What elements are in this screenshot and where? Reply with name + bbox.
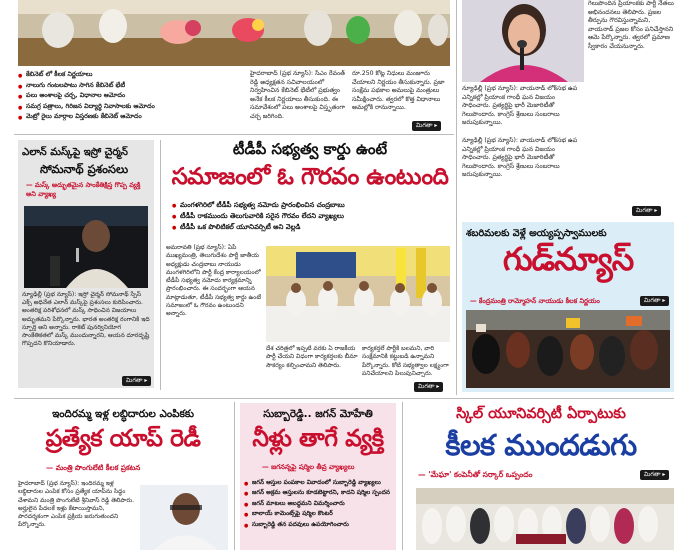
priyanka-photo — [462, 0, 584, 82]
priyanka-body-col3 — [462, 137, 584, 209]
skill-headline: కీలక ముందడుగు — [445, 428, 637, 462]
priyanka-body-col1: న్యూఢిల్లీ (ప్రభ న్యూస్): వాయనాడ్ లోక్‌సభ ఉప ఎన్నికల్లో ప్రియాంక గాంధీ ఘన విజయం సాధించారు. ప్రత్యర్థిపై భారీ మెజారిటీతో గెలుపొందారు. కాంగ్రెస్ శ్రేణులు సంబరాలు జరుపుకున్నాయి. — [462, 85, 578, 127]
ayyappa-read-more[interactable]: మిగతా ▸ — [640, 296, 669, 306]
musk-headline-2: సోమనాథ్ ప్రశంసలు — [40, 162, 129, 176]
priyanka-body-col2: గెలుపొందిన ప్రియాంకకు పార్టీ నేతలు అభినందనలు తెలిపారు. ప్రజల తీర్పును గౌరవిస్తున్నామని, వాయనాడ్ ప్రజల కోసం పనిచేస్తానని ఆమె పేర్కొన్నారు. త్వరలో ప్రమాణ స్వీకారం చేయనున్నారు. — [588, 0, 674, 50]
priyanka-body-continued: న్యూఢిల్లీ (ప్రభ న్యూస్): వాయనాడ్ లోక్‌సభ ఉప ఎన్నికల్లో ప్రియాంక గాంధీ ఘన విజయం సాధించారు. ప్రత్యర్థిపై భారీ మెజారిటీతో గెలుపొందారు. కాంగ్రెస్ శ్రేణులు సంబరాలు జరుపుకున్నాయి. — [462, 137, 578, 179]
cabinet-bullets — [18, 70, 243, 123]
subbareddy-bullet-2: ● జగన్ అక్రమ ఆస్తులను కూడబెట్టారని, కాదని షర్మిల స్పందన — [244, 488, 394, 498]
tdp-bullet-2: ● టీడీపీ రాకముందు తెలుగువారికి సరైన గౌరవం లేదని వ్యాఖ్యలు — [172, 211, 452, 222]
skill-mou-photo — [416, 488, 674, 550]
divider-bottom-vertical-2 — [402, 402, 403, 550]
musk-read-more[interactable]: మిగతా ▸ — [122, 376, 151, 386]
app-headline: ప్రత్యేక యాప్ రెడీ — [45, 424, 201, 452]
ponguleti-photo — [140, 485, 228, 550]
tdp-headline: సమాజంలో ఓ గౌరవం ఉంటుంది — [171, 164, 449, 190]
divider-left-vertical — [160, 140, 161, 390]
somanath-photo — [24, 206, 148, 288]
tdp-bullet-3: ● టీడీపీ ఒక పొలిటికల్ యూనివర్సిటీ అని వెల్లడి — [172, 222, 452, 233]
musk-body: న్యూఢిల్లీ (ప్రభ న్యూస్): ఇస్రో చైర్మన్ సోమనాథ్ స్పేస్ ఎక్స్ అధినేత ఎలాన్ మస్క్‌పై ప్రశంసలు కురిపించారు. అంతరిక్ష పరిశోధనలో మస్క్ సాధించిన విజయాలు అద్భుతమని పేర్కొన్నారు. భారత అంతరిక్ష రంగానికి ఇది స్ఫూర్తి అని అన్నారు. రాకెట్ పునర్వినియోగ సాంకేతికతలో మస్క్ ముందున్నారని, ఆయన దూరదృష్టి గొప్పదని కొనియాడారు. — [22, 291, 150, 348]
skill-subhead: — 'మేఘా' కంపెనీతో సర్కార్ ఒప్పందం — [418, 470, 533, 479]
cabinet-bullet-5: ● మెట్రో రైలు మార్గాల విస్తరణకు కేబినెట్ ఆమోదం — [18, 112, 243, 123]
subbareddy-headline: నీళ్లు తాగే వ్యక్తి — [252, 424, 384, 452]
cabinet-meeting-photo — [18, 0, 450, 66]
cabinet-body-col1: హైదరాబాద్ (ప్రభ న్యూస్): సీఎం రేవంత్ రెడ్డి అధ్యక్షతన సచివాలయంలో నిర్వహించిన కేబినెట్ భేటీలో ప్రభుత్వం అనేక కీలక నిర్ణయాలు తీసుకుంది. ఈ సమావేశంలో పలు అంశాలపై విస్తృతంగా చర్చ జరిగింది. — [250, 70, 346, 120]
priyanka-read-more[interactable]: మిగతా ▸ — [632, 206, 661, 216]
cabinet-body-col2: రూ.250 కోట్ల నిధులు మంజూరు చేయాలని నిర్ణయం తీసుకున్నారు. ప్రజా సంక్షేమ పథకాల అమలుపై మంత్రులు సమీక్షించారు. త్వరలో కొత్త విధానాలు అమల్లోకి రానున్నాయి. — [352, 70, 445, 112]
musk-headline-1: ఎలాన్ మస్క్‌పై ఇస్రో చైర్మన్ — [22, 147, 128, 158]
subbareddy-bullets — [244, 478, 394, 530]
subbareddy-bullet-5: ● సుబ్బారెడ్డి తన పదవులు ఉపయోగించారు — [244, 520, 394, 530]
skill-kicker: స్కిల్ యూనివర్సిటీ ఏర్పాటుకు — [456, 406, 626, 422]
divider-mid-horizontal — [14, 398, 674, 399]
cabinet-bullet-3: ● పలు అంశాలపై చర్చ, విధానాల ఆమోదం — [18, 91, 243, 102]
subbareddy-subhead: — జగనన్నపై షర్మిల తీవ్ర వ్యాఖ్యలు — [262, 463, 355, 471]
divider-top-vertical — [456, 0, 457, 395]
app-kicker: ఇందిరమ్మ ఇళ్ల లబ్ధిదారుల ఎంపికకు — [52, 408, 194, 420]
divider-top-horizontal — [14, 134, 454, 135]
ayyappa-devotees-photo — [466, 310, 670, 388]
tdp-read-more[interactable]: మిగతా ▸ — [414, 382, 443, 392]
subbareddy-bullet-4: ● బాలాయ్ కామెంట్స్‌పై షర్మిల కౌంటర్ — [244, 509, 394, 519]
app-subhead: — మంత్రి పొంగులేటి కీలక ప్రకటన — [46, 463, 141, 472]
tdp-bullets — [172, 200, 452, 234]
app-body: హైదరాబాద్ (ప్రభ న్యూస్): ఇందిరమ్మ ఇళ్ల లబ్ధిదారుల ఎంపిక కోసం ప్రత్యేక యాప్‌ను సిద్ధం చేశామని మంత్రి పొంగులేటి శ్రీనివాస్ రెడ్డి తెలిపారు. అర్హులైన పేదలకే ఇళ్లు కేటాయిస్తామని, పారదర్శకంగా ఎంపిక ప్రక్రియ జరుగుతుందని పేర్కొన్నారు. — [18, 480, 134, 529]
cabinet-bullet-1: ● కేబినెట్ లో కీలక నిర్ణయాలు — [18, 70, 243, 81]
tdp-kicker: టీడీపీ సభ్యత్వ కార్డు ఉంటే — [232, 140, 388, 158]
chandrababu-event-photo — [266, 246, 450, 342]
tdp-body-col3: కార్యకర్తలే పార్టీకి బలమని, వారి సంక్షేమానికి కట్టుబడి ఉన్నామని పేర్కొన్నారు. కోటి సభ్యత్వాల లక్ష్యంగా పనిచేయాలని పిలుపునిచ్చారు. — [362, 345, 449, 377]
ayyappa-headline: గుడ్‌న్యూస్ — [502, 240, 634, 278]
subbareddy-bullet-1: ● జగన్ ఆస్తుల పంపకాల వివాదంలో సుబ్బారెడ్డి వ్యాఖ్యలు — [244, 478, 394, 488]
tdp-body-col2: దేశ చరిత్రలో ఇప్పటి వరకు ఏ రాజకీయ పార్టీ చేయని విధంగా కార్యకర్తలకు బీమా సౌకర్యం కల్పించామని తెలిపారు. — [266, 345, 358, 369]
ayyappa-subhead: — కేంద్రమంత్రి రామ్మోహన్ నాయుడు కీలక నిర్ణయం — [470, 297, 600, 305]
musk-subhead: — మస్క్ అద్భుతమైన సాంకేతిక్షిప్త గొప్ప వ్యక్తి అని వ్యాఖ్య — [26, 181, 141, 198]
ayyappa-kicker: శబరిమలకు వెళ్లే అయ్యప్పస్వాములకు — [466, 228, 607, 239]
tdp-body-col1: అమరావతి (ప్రభ న్యూస్): ఏపీ ముఖ్యమంత్రి, తెలుగుదేశం పార్టీ జాతీయ అధ్యక్షుడు చంద్రబాబు నాయుడు మంగళగిరిలోని పార్టీ కేంద్ర కార్యాలయంలో టీడీపీ సభ్యత్వ నమోదు కార్యక్రమాన్ని ప్రారంభించారు. ఈ సందర్భంగా ఆయన మాట్లాడుతూ, టీడీపీ సభ్యత్వ కార్డు ఉంటే సమాజంలో ఓ గౌరవం ఉంటుందని అన్నారు. — [166, 244, 261, 318]
cabinet-bullet-4: ● సమగ్ర పత్రాలు, గిరిజన విద్యార్థి నివాసాలకు ఆమోదం — [18, 102, 243, 113]
cabinet-bullet-2: ● నాలుగు గంటలపాటు సాగిన కేబినెట్ భేటీ — [18, 81, 243, 92]
tdp-bullet-1: ● మంగళగిరిలో టీడీపీ సభ్యత్వ నమోదు ప్రారంభించిన చంద్రబాబు — [172, 200, 452, 211]
divider-bottom-vertical-1 — [234, 402, 235, 550]
cabinet-read-more[interactable]: మిగతా ▸ — [412, 121, 441, 131]
skill-read-more[interactable]: మిగతా ▸ — [640, 470, 669, 480]
subbareddy-kicker: సుబ్బారెడ్డి.. జగన్ మోహేతి — [263, 408, 373, 420]
subbareddy-bullet-3: ● జగన్ మాటలు అబద్ధమని విమర్శించారు — [244, 499, 394, 509]
